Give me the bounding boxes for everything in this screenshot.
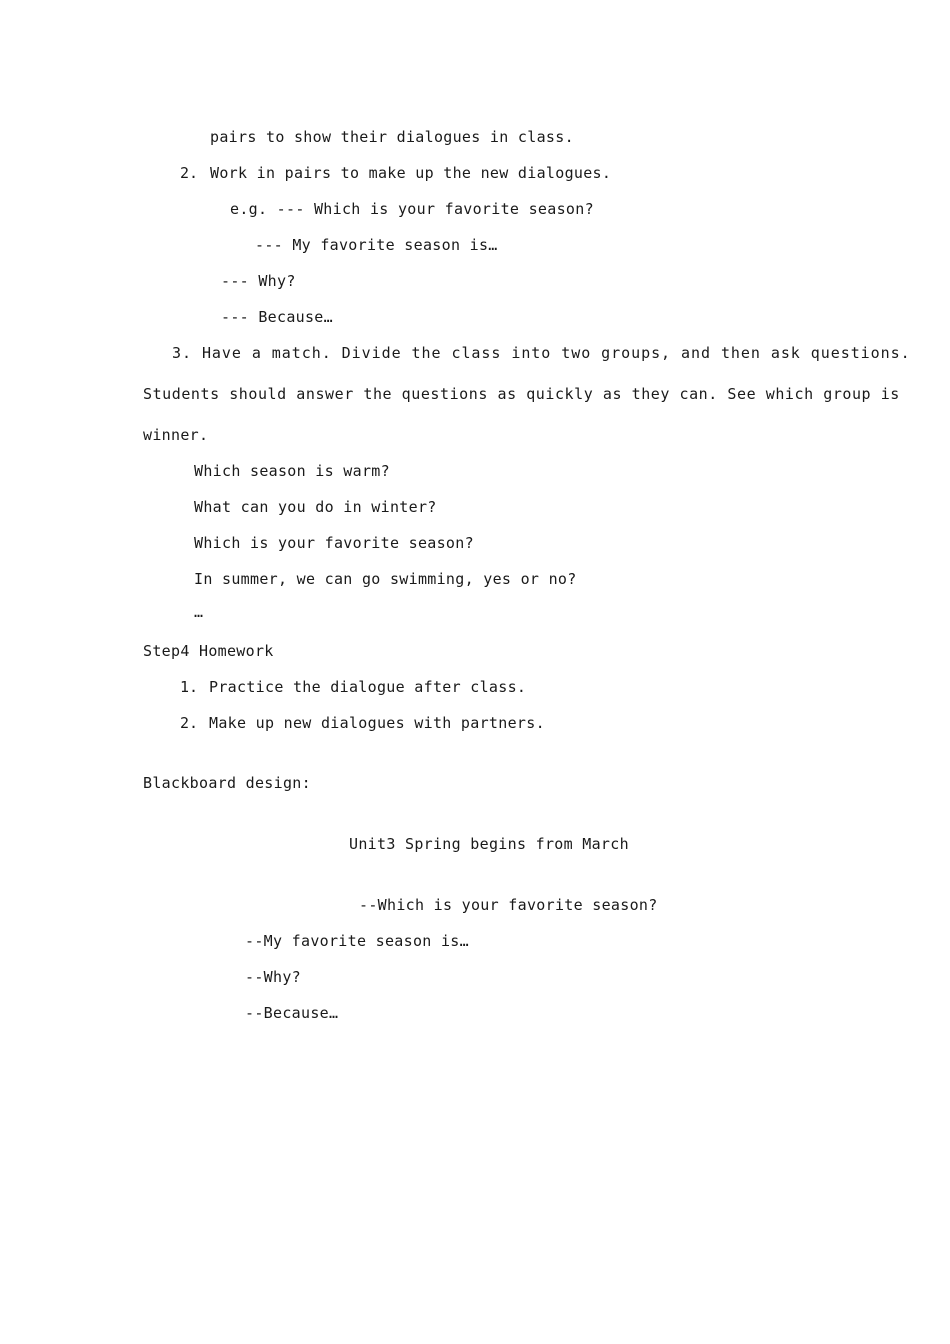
blackboard-line-1: --Which is your favorite season?: [359, 896, 658, 914]
homework-1-number: 1.: [180, 678, 199, 696]
question-4: In summer, we can go swimming, yes or no?: [194, 570, 577, 588]
example-question: e.g. --- Which is your favorite season?: [230, 200, 594, 218]
blackboard-line-2: --My favorite season is…: [245, 932, 469, 950]
homework-2-text: Make up new dialogues with partners.: [209, 714, 545, 732]
example-answer-1: --- My favorite season is…: [255, 236, 498, 254]
blackboard-line-4: --Because…: [245, 1004, 339, 1022]
item3-line-3: winner.: [143, 426, 209, 444]
blackboard-line-3: --Why?: [245, 968, 301, 986]
blackboard-label: Blackboard design:: [143, 774, 311, 792]
example-answer-3: --- Because…: [221, 308, 333, 326]
item3-line-2: Students should answer the questions as quickly as they can. See which group is: [143, 385, 900, 403]
blackboard-title: Unit3 Spring begins from March: [349, 835, 629, 853]
question-ellipsis: …: [194, 603, 204, 621]
item3-line-1: 3. Have a match. Divide the class into two groups, and then ask questions.: [172, 344, 911, 362]
example-answer-2: --- Why?: [221, 272, 296, 290]
homework-2-number: 2.: [180, 714, 199, 732]
question-2: What can you do in winter?: [194, 498, 437, 516]
item2-text: Work in pairs to make up the new dialogues.: [210, 164, 612, 182]
homework-1-text: Practice the dialogue after class.: [209, 678, 527, 696]
step4-heading: Step4 Homework: [143, 642, 274, 660]
question-1: Which season is warm?: [194, 462, 390, 480]
question-3: Which is your favorite season?: [194, 534, 474, 552]
item1-continuation: pairs to show their dialogues in class.: [210, 128, 574, 146]
item2-number: 2.: [180, 164, 199, 182]
